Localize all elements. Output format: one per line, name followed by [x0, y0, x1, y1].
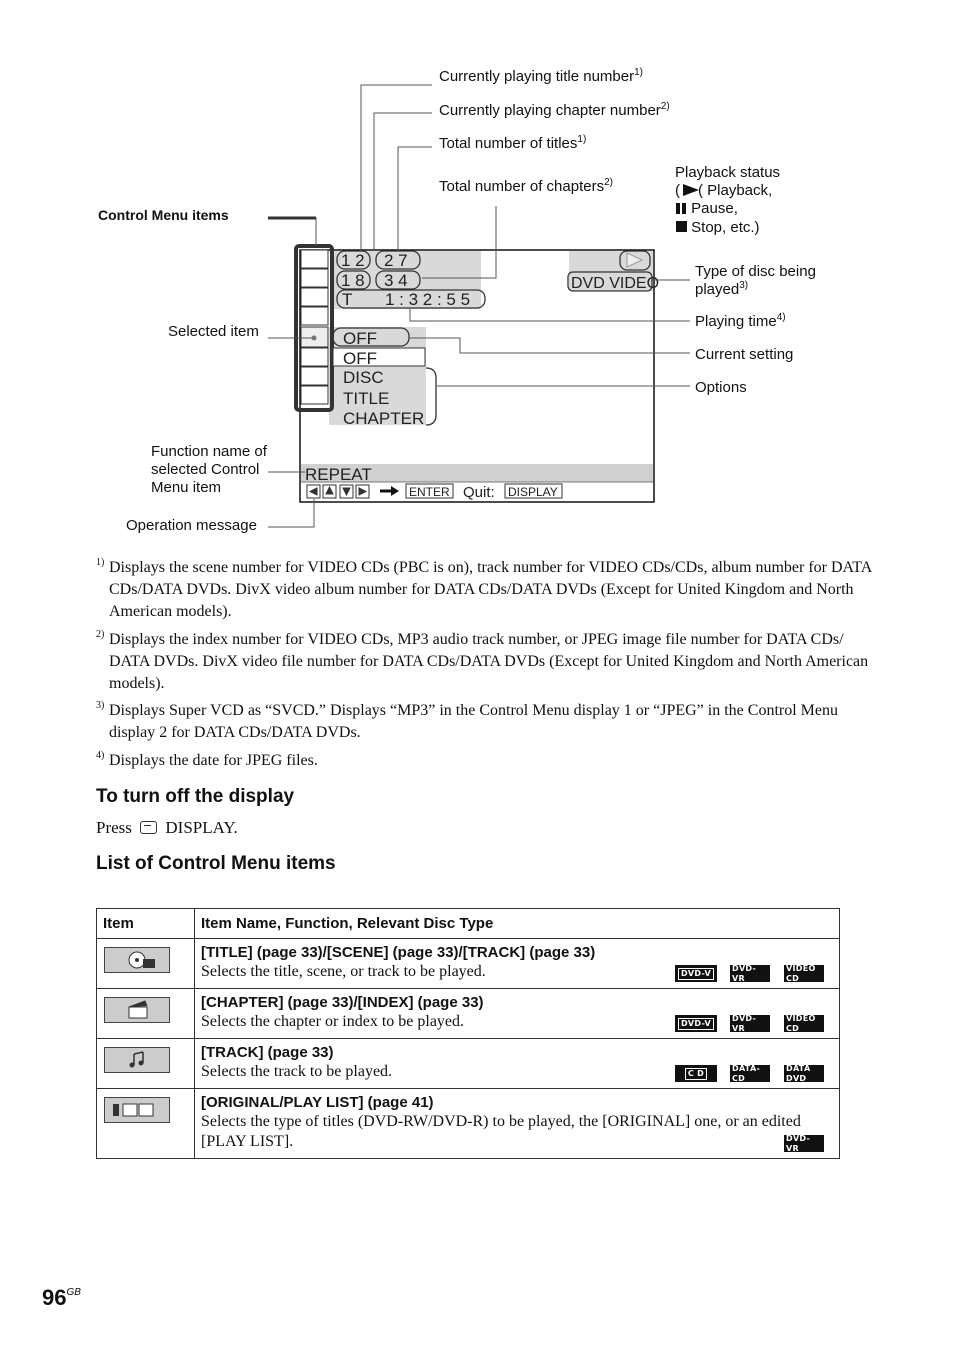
clapperboard-icon [104, 997, 170, 1023]
icon-slots [301, 250, 328, 404]
item-title: [CHAPTER] (page 33)/[INDEX] (page 33) [201, 994, 484, 1011]
label-function-name-3: Menu item [151, 479, 222, 496]
disc-badge: VIDEO CD [783, 1015, 825, 1032]
table-row [97, 939, 840, 989]
disc-badge: DATA DVD [783, 1065, 825, 1082]
footnote-1: 1) Displays the scene number for VIDEO CDs (PBC is on), track number for VIDEO CDs/CDs, album number for DATA CDs/DATA DVDs. DivX video album number for DATA CDs/DATA DVDs (Except for United Kingdom and North American models). [96, 557, 872, 620]
disc-badge: DVD-V [675, 965, 717, 982]
screen-chapter-total: 3 4 [384, 271, 408, 290]
label-disc-type: Type of disc being [695, 263, 816, 280]
title-disc-icon [104, 947, 170, 973]
disc-badges [675, 965, 825, 982]
screen-disc-type: DVD VIDEO [571, 275, 660, 292]
original-playlist-icon [104, 1097, 170, 1123]
item-desc: Selects the chapter or index to be played. [201, 1013, 465, 1030]
label-function-name-2: selected Control [151, 461, 260, 478]
page-number: $96^{GB}$ [42, 1285, 81, 1310]
heading-turn-off: To turn off the display [96, 786, 295, 807]
screen-option-2: TITLE [343, 389, 390, 408]
label-function-name-1: Function name of [151, 443, 267, 460]
disc-badge: DVD-V [675, 1015, 717, 1032]
footnote-4: 4) Displays the date for JPEG files. [96, 750, 318, 769]
disc-badges [675, 1065, 825, 1082]
table-header-row [97, 909, 840, 939]
disc-badge: VIDEO CD [783, 965, 825, 982]
label-stop: Stop, etc.) [687, 219, 760, 236]
label-playback: ( ( Playback, [675, 182, 773, 199]
screen-option-1: DISC [343, 368, 384, 387]
col-header-name: Item Name, Function, Relevant Disc Type [195, 909, 840, 939]
label-selected-item: Selected item [168, 323, 259, 340]
label-pause: Pause, [687, 200, 738, 217]
screen-chapter-cur: 1 8 [341, 271, 365, 290]
control-menu-diagram [0, 0, 954, 540]
screen-enter-key: ENTER [409, 485, 450, 499]
screen-display-key: DISPLAY [508, 485, 558, 499]
table-row [97, 1039, 840, 1089]
screen-option-3: CHAPTER [343, 409, 425, 428]
screen-title-total: 2 7 [384, 251, 408, 270]
display-button-icon [140, 821, 157, 834]
footnote-2: 2) Displays the index number for VIDEO CDs, MP3 audio track number, or JPEG image file number for DATA CDs/ DATA DVDs. DivX video file number for DATA CDs/DATA DVDs (Except for United Kingdom and North American models). [96, 629, 869, 692]
disc-badge: C D [675, 1065, 717, 1082]
item-title: [TRACK] (page 33) [201, 1044, 334, 1061]
disc-badge: DATA-CD [729, 1065, 771, 1082]
label-current-setting: Current setting [695, 346, 794, 363]
footnote-3: 3) Displays Super VCD as “SVCD.” Displays “MP3” in the Control Menu display 1 or “JPEG” in the Control Menu display 2 for DATA CDs/DATA DVDs. [96, 700, 838, 741]
label-chapter-number: Currently playing chapter number$^{2)}$ [439, 101, 670, 119]
selected-item-dot [312, 336, 317, 341]
label-playing-time: Playing time$^{4)}$ [695, 312, 786, 330]
disc-badge: DVD-VR [783, 1135, 825, 1152]
table-row [97, 1089, 840, 1159]
label-operation-message: Operation message [126, 517, 257, 534]
disc-badges [675, 1015, 825, 1032]
table-row [97, 989, 840, 1039]
label-total-titles: Total number of titles$^{1)}$ [439, 134, 587, 152]
screen-title-cur: 1 2 [341, 251, 365, 270]
control-menu-table [96, 908, 840, 1159]
screen-option-0: OFF [343, 349, 377, 368]
press-display-instruction: Press DISPLAY. [96, 818, 238, 837]
label-disc-type-2: played$^{3)}$ [695, 280, 749, 298]
screen-time-prefix: T [342, 290, 353, 309]
item-desc: Selects the title, scene, or track to be played. [201, 963, 486, 980]
label-options: Options [695, 379, 747, 396]
col-header-item: Item [97, 909, 195, 939]
music-note-icon [104, 1047, 170, 1073]
label-total-chapters: Total number of chapters$^{2)}$ [439, 177, 613, 195]
disc-badges [783, 1135, 825, 1152]
disc-badge: DVD-VR [729, 1015, 771, 1032]
label-control-menu-items: Control Menu items [98, 207, 229, 223]
label-title-number: Currently playing title number$^{1)}$ [439, 67, 643, 85]
screen-time: 1 : 3 2 : 5 5 [385, 290, 471, 309]
item-title: [TITLE] (page 33)/[SCENE] (page 33)/[TRACK] (page 33) [201, 944, 596, 961]
item-title: [ORIGINAL/PLAY LIST] (page 41) [201, 1094, 434, 1111]
label-playback-status: Playback status [675, 164, 781, 181]
heading-list-control-menu: List of Control Menu items [96, 853, 336, 874]
screen-function-name: REPEAT [305, 465, 372, 484]
item-desc: Selects the type of titles (DVD-RW/DVD-R) to be played, the [ORIGINAL] one, or an edited [PLAY LIST]. [201, 1113, 801, 1150]
disc-badge: DVD-VR [729, 965, 771, 982]
screen-quit-label: Quit: [463, 484, 495, 501]
item-desc: Selects the track to be played. [201, 1063, 393, 1080]
screen-current-setting: OFF [343, 329, 377, 348]
